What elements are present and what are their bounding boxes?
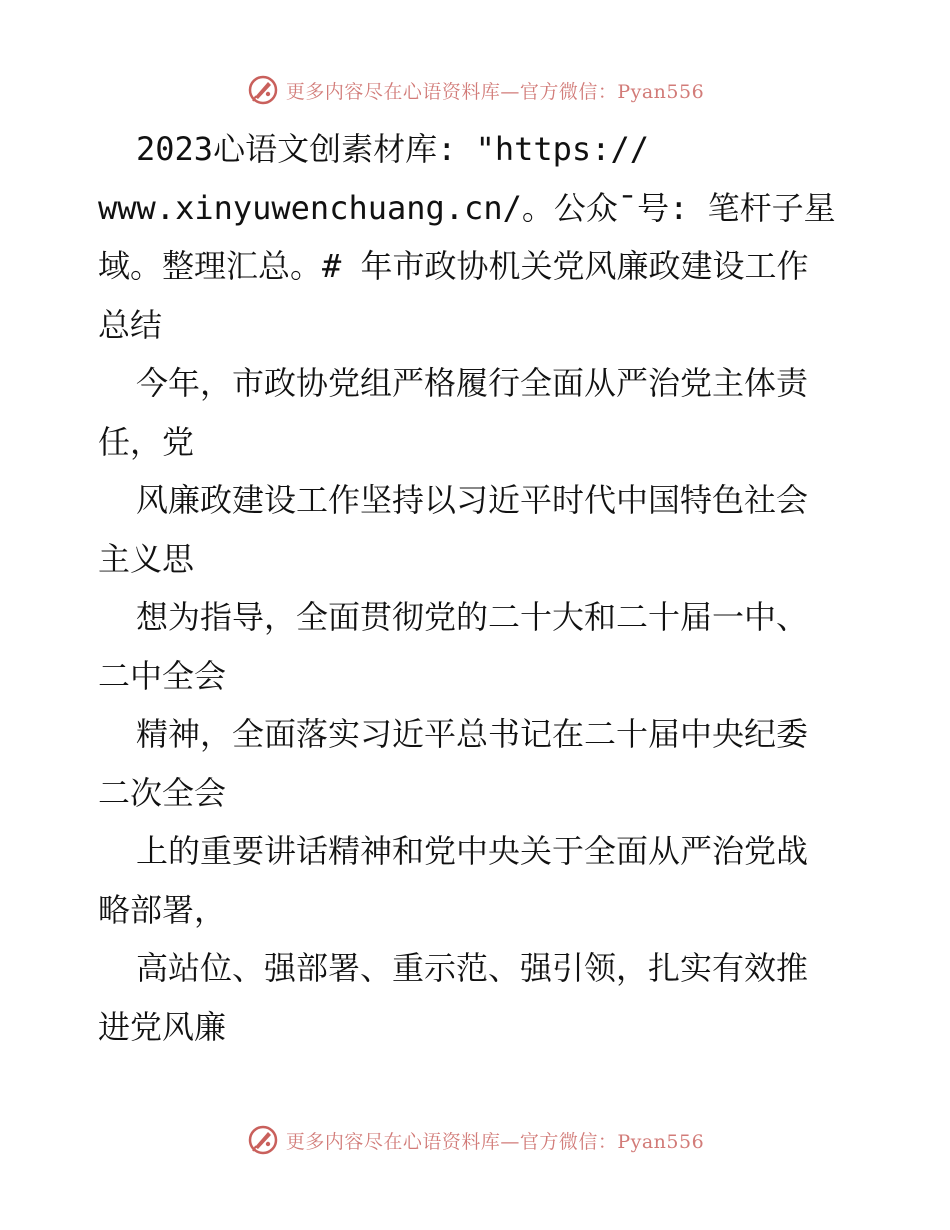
text-line: 域。整理汇总。# 年市政协机关党风廉政建设工作 — [98, 247, 809, 285]
text-line: 高站位、强部署、重示范、强引领，扎实有效推 — [136, 949, 809, 987]
quill-seal-icon — [246, 73, 280, 107]
text-line: 主义思 — [98, 539, 195, 578]
text-line: 今年，市政协党组严格履行全面从严治党主体责 — [136, 364, 809, 402]
text-line: 风廉政建设工作坚持以习近平时代中国特色社会 — [136, 481, 809, 519]
text-line: 2023心语文创素材库: "https:// — [136, 130, 649, 168]
text-line: 二中全会 — [98, 656, 227, 695]
text-line: 总结 — [98, 305, 163, 344]
text-line: www.xinyuwenchuang.cn/。公众¯号: 笔杆子星 — [98, 188, 836, 227]
text-line: 想为指导，全面贯彻党的二十大和二十届一中、 — [136, 598, 809, 636]
text-line: 任，党 — [98, 422, 195, 461]
text-line: 进党风廉 — [98, 1007, 227, 1046]
header-banner-text: 更多内容尽在心语资料库—官方微信：Pyan556 — [285, 80, 705, 103]
document-body — [98, 120, 858, 1056]
text-line: 略部署， — [98, 890, 227, 929]
header-banner — [0, 70, 950, 110]
footer-banner — [0, 1120, 950, 1160]
text-line: 精神，全面落实习近平总书记在二十届中央纪委 — [136, 715, 809, 753]
text-line: 二次全会 — [98, 773, 227, 812]
text-line: 上的重要讲话精神和党中央关于全面从严治党战 — [136, 832, 809, 870]
footer-banner-text: 更多内容尽在心语资料库—官方微信：Pyan556 — [285, 1130, 705, 1153]
quill-seal-icon — [246, 1123, 280, 1157]
